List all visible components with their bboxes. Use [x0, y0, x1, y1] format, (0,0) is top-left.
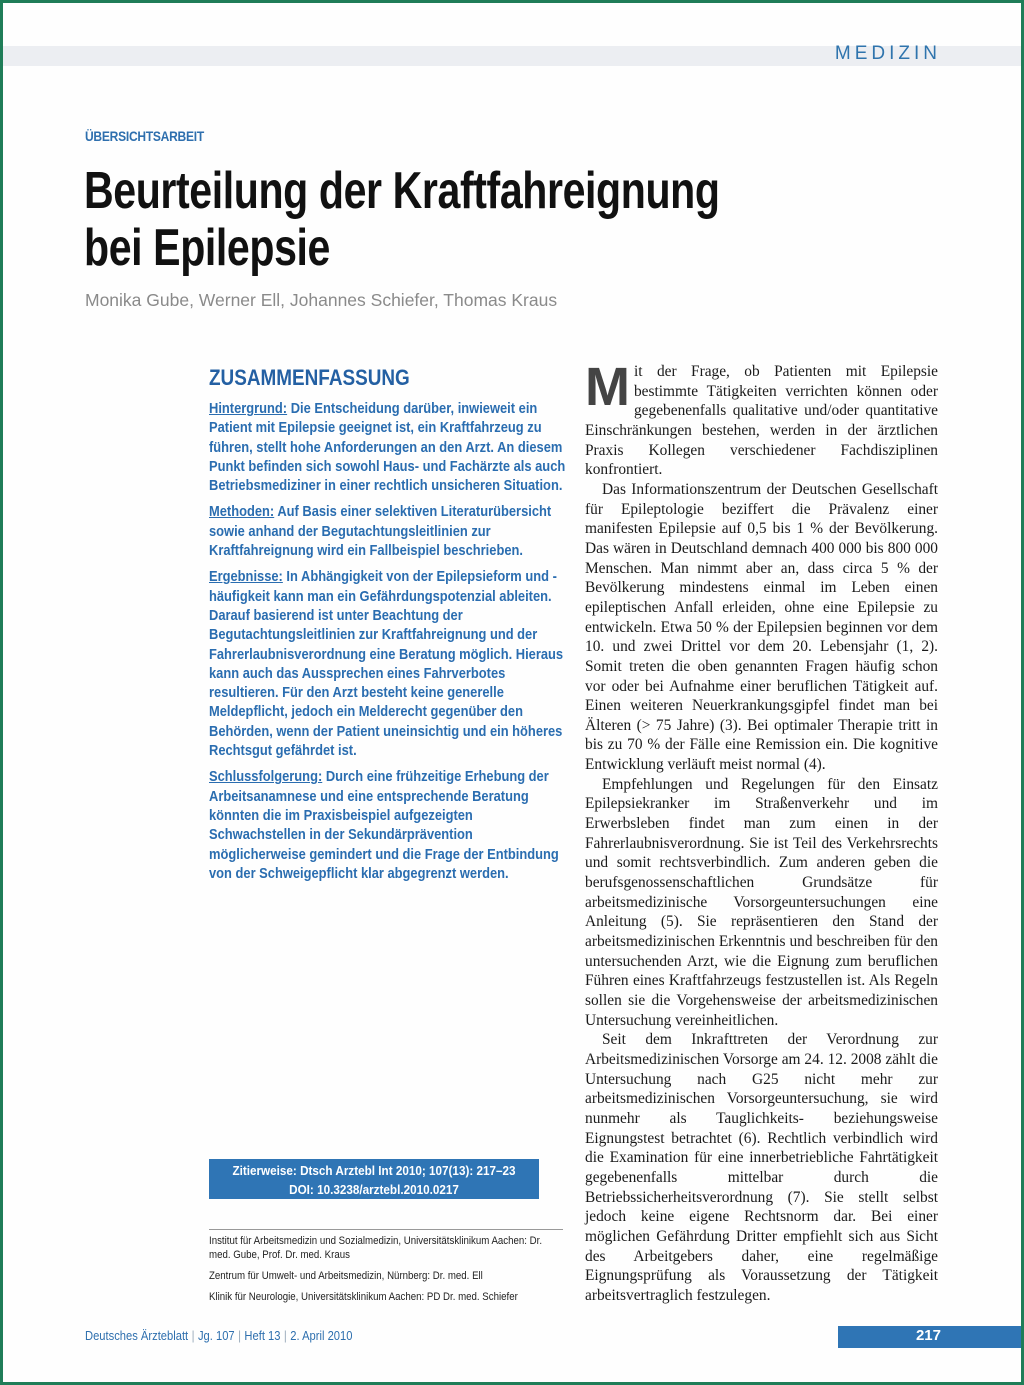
footer-date: 2. April 2010 — [290, 1328, 353, 1343]
journal-page — [3, 3, 1021, 1382]
abstract-methods — [209, 502, 570, 560]
abstract-heading: ZUSAMMENFASSUNG — [209, 365, 410, 390]
abstract-label: Hintergrund: — [209, 400, 288, 417]
affiliation-item: Zentrum für Umwelt- und Arbeitsmedizin, Nürnberg: Dr. med. Ell — [209, 1270, 483, 1282]
body-paragraph: Das Informationszentrum der Deutschen Gesellschaft für Epileptologie beziffert die Prävalenz einer manifesten Epilepsie auf 0,5 bis 1 % der Bevölkerung. Das wären in Deutschland demnach 400 000 bis 800 000 Menschen. Man nimmt aber an, dass circa 5 % der Bevölkerung mindestens einmal im Leben einen epileptischen Anfall erleiden, ohne eine Epilepsie zu entwickeln. Etwa 50 % der Epilepsien beginnen vor dem 10. und zwei Drittel vor dem 20. Lebensjahr (1, 2). Somit treten die oben genannten Fragen häufig schon vor oder bei Aufnahme einer beruflichen Tätigkeit auf. Einen weiteren Neuerkrankungsgipfel findet man bei Älteren (> 75 Jahre) (3). Bei optimaler Therapie tritt in bis zu 70 % der Fälle eine Remission ein. Die kognitive Entwicklung verläuft meist normal (4). — [585, 480, 938, 774]
abstract-label: Methoden: — [209, 503, 275, 521]
article-title-line-2: bei Epilepsie — [84, 219, 330, 277]
abstract-text: Die Entscheidung darüber, inwieweit ein Patient mit Epilepsie geeignet ist, ein Kraftfahrzeug zu führen, stellt hohe Anforderungen an den Arzt. An diesem Punkt befinden sich sowohl Haus- und Fachärzte als auch Betriebsmediziner in einer rechtlich unsicheren Situation. — [209, 400, 566, 495]
citation-doi: DOI: 10.3238/arztebl.2010.0217 — [289, 1182, 459, 1197]
affiliation-item: Klinik für Neurologie, Universitätsklinikum Aachen: PD Dr. med. Schiefer — [209, 1291, 518, 1303]
abstract-label: Schlussfolgerung: — [209, 768, 323, 786]
body-paragraph: Mit der Frage, ob Patienten mit Epilepsie bestimmte Tätigkeiten verrichten können oder gegebenenfalls qualitative und/oder quantitative Einschränkungen bestehen, werden in der ärztlichen Praxis Kollegen verschiedener Fachdisziplinen konfrontiert. — [585, 357, 938, 479]
affiliation-item: Institut für Arbeitsmedizin und Sozialmedizin, Universitätsklinikum Aachen: Dr. med. Gube, Prof. Dr. med. Kraus — [209, 1235, 543, 1261]
body-paragraph: Empfehlungen und Regelungen für den Einsatz Epilepsiekranker im Straßenverkehr und im Erwerbsleben findet man zum einen in der Fahrerlaubnisverordnung. Sie ist Teil des Verkehrsrechts und somit rechtsverbindlich. Zum anderen geben die berufsgenossenschaftlichen Grundsätze für arbeitsmedizinische Vorsorgeuntersuchungen eine Anleitung (5). Sie repräsentieren den Stand der arbeitsmedizinischen Erkenntnis und beschreiben für den untersuchenden Arzt, wie die Eignung zum beruflichen Führen eines Kraftfahrzeugs festzustellen ist. Als Regeln sollen sie die Vorgehensweise der arbeitsmedizinischen Untersuchung vereinheitlichen. — [585, 775, 938, 1029]
abstract — [209, 365, 570, 890]
footer-issue: Heft 13 — [244, 1328, 281, 1343]
abstract-text: Durch eine frühzeitige Erhebung der Arbeitsanamnese und eine entsprechende Beratung könnten die im Praxisbeispiel aufgezeigten Schwachstellen in der Sekundärprävention möglicherweise gemindert und die Frage der Entbindung von der Schweigepflicht klar abgegrenzt werden. — [209, 768, 559, 882]
citation-reference: Zitierweise: Dtsch Arztebl Int 2010; 107(13): 217–23 — [232, 1163, 516, 1178]
abstract-text: Auf Basis einer selektiven Literaturübersicht sowie anhand der Begutachtungsleitlinien zur Kraftfahreignung wird ein Fallbeispiel beschrieben. — [209, 503, 552, 560]
body-paragraph: Seit dem Inkrafttreten der Verordnung zur Arbeitsmedizinischen Vorsorge am 24. 12. 2008 zählt die Untersuchung nach G25 nicht mehr zur arbeitsmedizinischen Vorsorgeuntersuchung, sie wird nunmehr als Tauglichkeits- beziehungsweise Eignungstest betrachtet (6). Rechtlich verbindlich wird die Examination für eine innerbetriebliche Fahrtätigkeit gegebenenfalls mittelbar durch die Betriebssicherheitsverordnung (7). Sie stellt selbst jedoch keine eigene Rechtsnorm dar. Bei einer möglichen Gefährdung Dritter empfiehlt sich aus Sicht des Arbeitgebers daher, eine regelmäßige Eignungsprüfung als Voraussetzung der Tätigkeit arbeitsvertraglich festzulegen. — [585, 1031, 938, 1304]
footer-volume: Jg. 107 — [197, 1328, 235, 1343]
abstract-background — [209, 399, 570, 495]
article-title-line-1: Beurteilung der Kraftfahreignung — [84, 162, 720, 220]
affiliations — [209, 1229, 563, 1311]
abstract-conclusion — [209, 767, 570, 883]
author-list: Monika Gube, Werner Ell, Johannes Schiefer, Thomas Kraus — [85, 290, 558, 310]
page-number: 217 — [915, 1327, 941, 1344]
abstract-label: Ergebnisse: — [209, 568, 283, 586]
footer-journal: Deutsches Ärzteblatt — [85, 1328, 189, 1343]
page-footer: Deutsches Ärzteblatt | Jg. 107 | Heft 13 | 2. April 2010 — [85, 1328, 353, 1343]
article-title — [84, 163, 732, 277]
body-text — [585, 357, 938, 1306]
abstract-text: In Abhängigkeit von der Epilepsieform und -häufigkeit kann man ein Gefährdungspotenzial ableiten. Darauf basierend ist unter Beachtung der Begutachtungsleitlinien zur Kraftfahreignung und der Fahrerlaubnisverordnung eine Beratung möglich. Hieraus kann auch das Aussprechen eines Fahrverbotes resultieren. Für den Arzt besteht keine generelle Meldepflicht, jedoch ein Melderecht gegenüber den Behörden, wenn der Patient uneinsichtig und ein höheres Rechtsgut gefährdet ist. — [209, 568, 564, 760]
drop-cap: M — [585, 357, 630, 417]
section-label: MEDIZIN — [834, 43, 941, 64]
abstract-results — [209, 567, 570, 760]
article-type: ÜBERSICHTSARBEIT — [85, 128, 204, 144]
citation-box — [209, 1159, 539, 1199]
